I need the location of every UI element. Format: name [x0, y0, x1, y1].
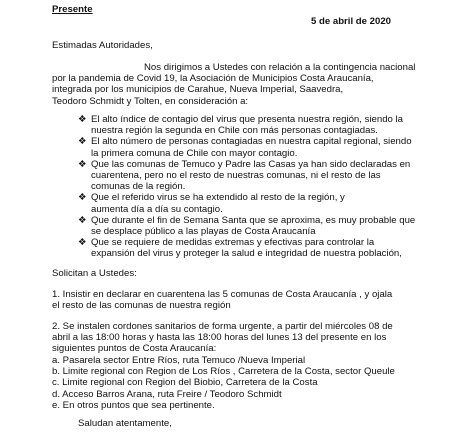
salutation: Estimadas Autoridades,	[52, 40, 153, 51]
considerations-list	[78, 114, 415, 260]
list-item: e. En otros puntos que sea pertinente.	[52, 399, 215, 411]
list-item: ❖ El alto número de personas contagiadas en nuestra capital regional, siendo la primera comuna de Chile con mayor contagio.	[78, 136, 412, 159]
request-heading: Solicitan a Ustedes:	[52, 268, 137, 279]
list-item: ❖ Que durante el fin de Semana Santa que se aproxima, es muy probable que se desplace público a las playas de Costa Araucanía	[78, 214, 416, 238]
diamond-bullet-icon: ❖	[78, 136, 87, 148]
diamond-bullet-icon: ❖	[78, 237, 87, 249]
diamond-bullet-icon: ❖	[78, 114, 87, 125]
request-item-2: 2. Se instalen cordones sanitarios de forma urgente, a partir del miércoles 08 de abril a las 18:00 horas y hasta las 18:00 horas del lunes 13 del presente en los siguientes puntos de Costa Araucanía:	[52, 321, 393, 355]
list-item: ❖ Que las comunas de Temuco y Padre las Casas ya han sido declaradas en cuarentena, pero no el resto de nuestras comunas, ni el resto de las comunas de la región.	[78, 158, 411, 193]
list-item: c. Limite regional con Region del Biobio, Carretera de la Costa	[52, 377, 318, 389]
list-item: ❖ Que se requiere de medidas extremas y efectivas para controlar la expansión del virus y proteger la salud e integridad de nuestra población,	[78, 237, 402, 260]
list-item: b. Limite regional con Region de Los Ríos , Carretera de la Costa, sector Queule	[52, 366, 395, 378]
diamond-bullet-icon: ❖	[78, 158, 87, 170]
list-item: d. Acceso Barros Arana, ruta Freire / Teodoro Schmidt	[52, 388, 282, 400]
intro-line: integrada por los municipios de Carahue, Nueva Imperial, Saavedra,	[52, 84, 344, 96]
intro-line: Nos dirigimos a Ustedes con relación a la contingencia nacional	[144, 62, 416, 73]
intro-line: Teodoro Schmidt y Tolten, en consideración a:	[52, 95, 249, 107]
list-item: ❖ El alto índice de contagio del virus que presenta nuestra región, siendo la nuestra región la segunda en Chile con más personas contagiadas.	[78, 114, 403, 137]
list-item: a. Pasarela sector Entre Ríos, ruta Temuco /Nueva Imperial	[52, 355, 306, 366]
diamond-bullet-icon: ❖	[78, 192, 87, 204]
closing-line: Saludan atentamente,	[78, 418, 172, 429]
list-item: ❖ Que el referido virus se ha extendido al resto de la región, y aumenta día a día su contagio.	[78, 192, 345, 215]
diamond-bullet-icon: ❖	[78, 214, 87, 226]
request-item-1: 1. Insistir en declarar en cuarentena las 5 comunas de Costa Araucanía , y ojala el resto de las comunas de nuestra región	[52, 289, 393, 312]
intro-line: por la pandemia de Covid 19, la Asociación de Municipios Costa Araucanía,	[52, 73, 374, 85]
intro-paragraph	[52, 62, 415, 107]
control-points-list	[52, 355, 395, 411]
letter-date: 5 de abril de 2020	[311, 16, 391, 27]
heading-presente: Presente	[52, 4, 93, 15]
